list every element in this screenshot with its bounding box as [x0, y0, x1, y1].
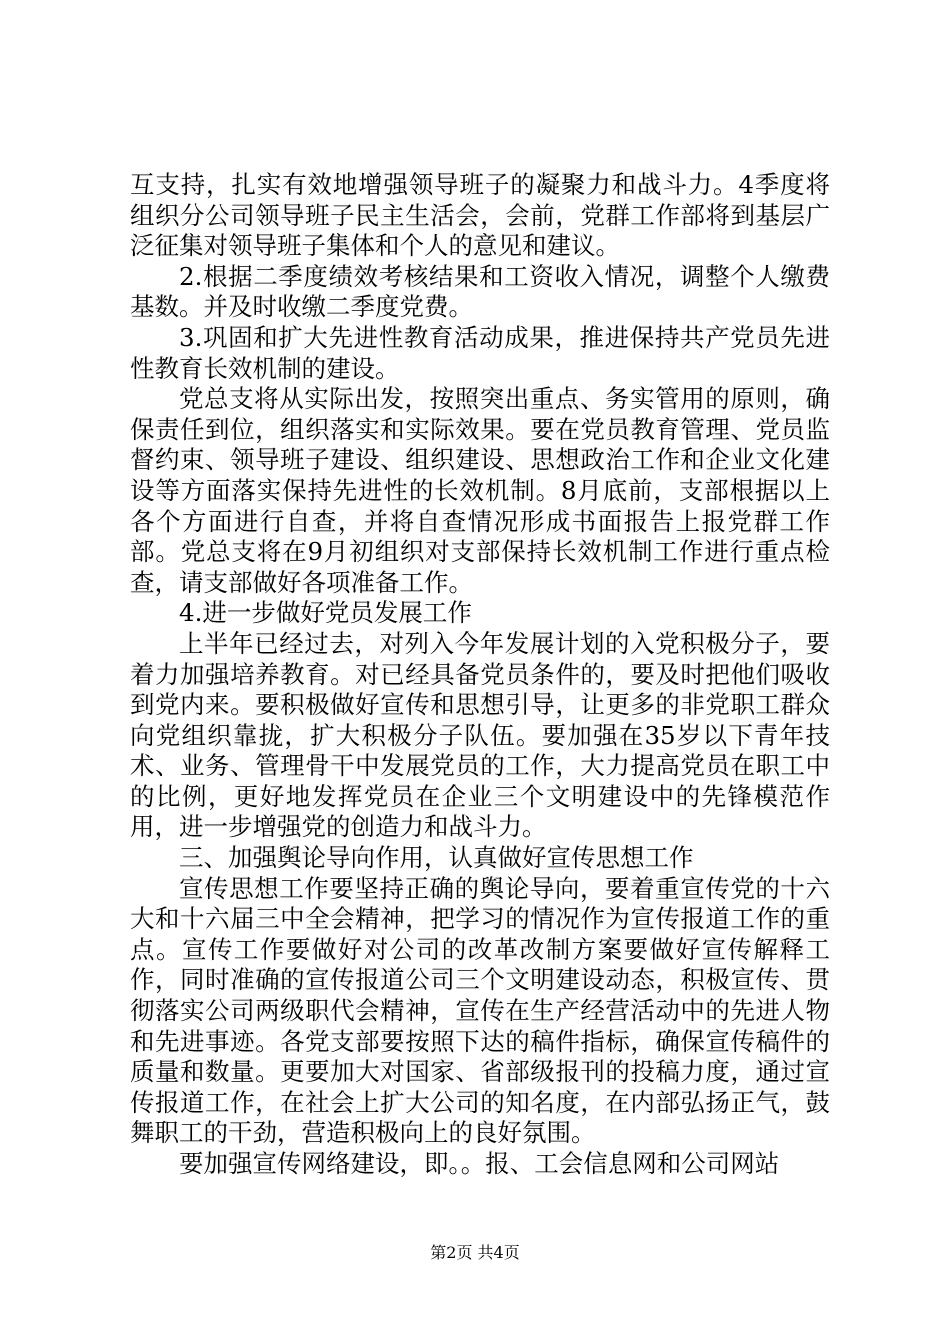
paragraph-item-2: 2.根据二季度绩效考核结果和工资收入情况，调整个人缴费基数。并及时收缴二季度党费。: [130, 261, 830, 322]
paragraph-body: 要加强宣传网络建设，即。。报、工会信息网和公司网站: [179, 1149, 780, 1178]
paragraph-body: 党总支将从实际出发，按照突出重点、务实管用的原则，确保责任到位，组织落实和实际效果。要在党员教育管理、党员监督约束、领导班子建设、组织建设、思想政治工作和企业文化建设等方面落实保持先进性的长效机制。8月底前，支部根据以上各个方面进行自查，并将自查情况形成书面报告上报党群工作部。党总支将在9月初组织对支部保持长效机制工作进行重点检查，请支部做好各项准备工作。: [130, 384, 830, 597]
paragraph-body: 宣传思想工作要坚持正确的舆论导向，要着重宣传党的十六大和十六届三中全会精神，把学习的情况作为宣传报道工作的重点。宣传工作要做好对公司的改革改制方案要做好宣传解释工作，同时准确的宣传报道公司三个文明建设动态，积极宣传、贯彻落实公司两级职代会精神，宣传在生产经营活动中的先进人物和先进事迹。各党支部要按照下达的稿件指标，确保宣传稿件的质量和数量。更要加大对国家、省部级报刊的投稿力度，通过宣传报道工作，在社会上扩大公司的知名度，在内部弘扬正气，鼓舞职工的干劲，营造积极向上的良好氛围。: [130, 873, 830, 1148]
page-number-footer: 第2页 共4页: [430, 1243, 520, 1262]
paragraph-body: 上半年已经过去，对列入今年发展计划的入党积极分子，要着力加强培养教育。对已经具备党员条件的，要及时把他们吸收到党内来。要积极做好宣传和思想引导，让更多的非党职工群众向党组织靠拢，扩大积极分子队伍。要加强在35岁以下青年技术、业务、管理骨干中发展党员的工作，大力提高党员在职工中的比例，更好地发挥党员在企业三个文明建设中的先锋模范作用，进一步增强党的创造力和战斗力。: [130, 628, 830, 842]
paragraph-item-3: 3.巩固和扩大先进性教育活动成果，推进保持共产党员先进性教育长效机制的建设。: [130, 322, 830, 383]
document-body: [130, 170, 830, 1180]
section-heading-3: 三、加强舆论导向作用，认真做好宣传思想工作: [179, 843, 694, 873]
paragraph-item-4: 4.进一步做好党员发展工作: [179, 598, 472, 628]
paragraph-continuation: 互支持，扎实有效地增强领导班子的凝聚力和战斗力。4季度将组织分公司领导班子民主生活会，会前，党群工作部将到基层广泛征集对领导班子集体和个人的意见和建议。: [130, 170, 830, 261]
